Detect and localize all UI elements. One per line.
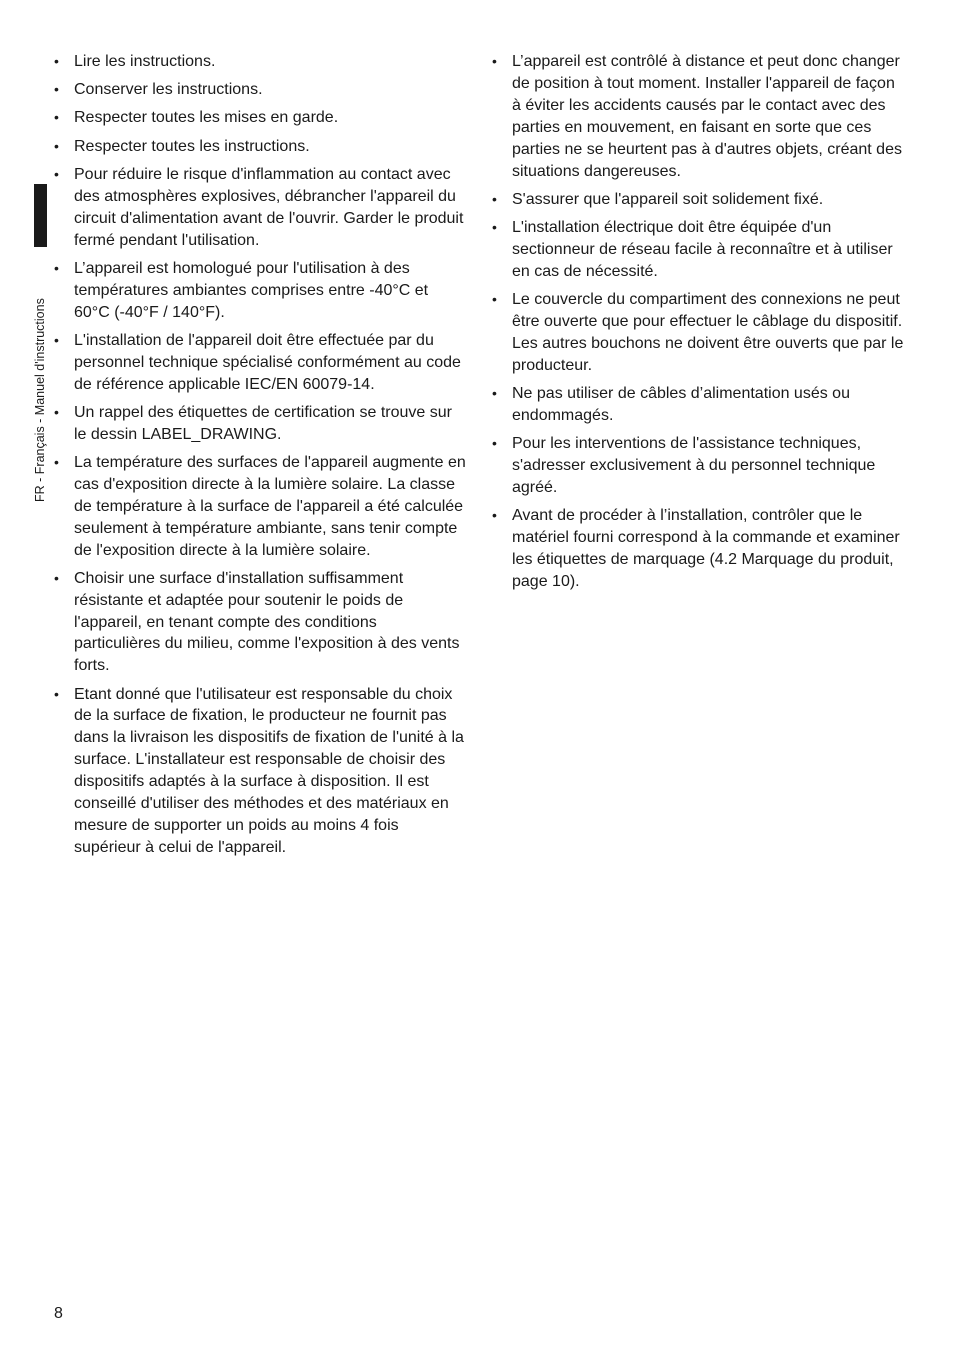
list-item-text: Un rappel des étiquettes de certification se trouve sur le dessin LABEL_DRAWING. [74, 403, 452, 443]
list-item [52, 51, 466, 73]
list-item-text: L'installation électrique doit être équipée d'un sectionneur de réseau facile à reconnaître et à utiliser en cas de nécessité. [512, 218, 893, 280]
list-item-text: Pour les interventions de l'assistance techniques, s'adresser exclusivement à du personnel technique agréé. [512, 434, 876, 496]
bullet-icon: • [54, 259, 59, 276]
list-item-text: S'assurer que l'appareil soit solidement fixé. [512, 190, 824, 208]
list-item [490, 217, 904, 283]
section-marker-bar [34, 184, 47, 247]
bullet-icon: • [54, 53, 59, 69]
list-item [490, 189, 904, 211]
bullet-icon: • [492, 218, 497, 235]
list-item-text: Respecter toutes les instructions. [74, 137, 310, 155]
list-item [52, 330, 466, 396]
list-item-text: Etant donné que l'utilisateur est responsable du choix de la surface de fixation, le producteur ne fournit pas dans la livraison les dispositifs de fixation de l'unité à la surface. L'installateur est responsable de choisir des dispositifs adaptés à la surface à disposition. Il est conseillé d'utiliser des méthodes et des matériaux en mesure de supporter un poids au moins 4 fois supérieur à celui de l'appareil. [74, 685, 464, 856]
list-item-text: Choisir une surface d'installation suffisamment résistante et adaptée pour soutenir le poids de l'appareil, en tenant compte des conditions particulières du milieu, comme l'exposition à des vents forts. [74, 569, 460, 675]
bullet-icon: • [54, 569, 59, 586]
bullet-icon: • [54, 137, 59, 154]
bullet-icon: • [54, 453, 59, 470]
list-item [52, 402, 466, 446]
side-section-label: FR - Français - Manuel d'instructions [33, 298, 47, 502]
bullet-icon: • [54, 109, 59, 126]
bullet-icon: • [492, 507, 497, 523]
list-item [52, 136, 466, 158]
list-item [52, 452, 466, 562]
list-item-text: Ne pas utiliser de câbles d’alimentation usés ou endommagés. [512, 384, 850, 424]
list-item-text: Avant de procéder à l’installation, contrôler que le matériel fourni correspond à la commande et examiner les étiquettes de marquage (4.2 Marquage du produit, page 10). [512, 507, 900, 590]
left-bullet-list [52, 51, 466, 865]
list-item [52, 164, 466, 252]
list-item-text: Respecter toutes les mises en garde. [74, 109, 339, 127]
bullet-icon: • [54, 331, 59, 348]
bullet-icon: • [54, 685, 59, 702]
list-item [490, 383, 904, 427]
bullet-icon: • [492, 290, 497, 307]
bullet-icon: • [492, 384, 497, 401]
list-item-text: Le couvercle du compartiment des connexions ne peut être ouverte que pour effectuer le câblage du dispositif. Les autres bouchons ne doivent être ouverts que par le producteur. [512, 290, 904, 374]
bullet-icon: • [54, 165, 59, 182]
bullet-icon: • [54, 403, 59, 420]
list-item [490, 289, 904, 377]
list-item [52, 258, 466, 324]
list-item [490, 433, 904, 499]
list-item [490, 51, 904, 182]
list-item-text: L’appareil est homologué pour l'utilisation à des températures ambiantes comprises entre -40°C et 60°C (-40°F / 140°F). [74, 259, 429, 321]
list-item-text: Conserver les instructions. [74, 81, 263, 99]
list-item [52, 568, 466, 678]
bullet-icon: • [54, 81, 59, 98]
list-item [52, 107, 466, 129]
list-item-text: Lire les instructions. [74, 53, 216, 70]
list-item [490, 505, 904, 593]
list-item [52, 684, 466, 859]
bullet-icon: • [492, 53, 497, 69]
list-item-text: Pour réduire le risque d'inflammation au contact avec des atmosphères explosives, débrancher l'appareil du circuit d'alimentation avant de l'ouvrir. Garder le produit fermé pendant l'utilisation. [74, 165, 464, 249]
bullet-icon: • [492, 190, 497, 207]
page-number: 8 [54, 1305, 63, 1322]
list-item [52, 79, 466, 101]
list-item-text: L’appareil est contrôlé à distance et peut donc changer de position à tout moment. Installer l'appareil de façon à éviter les accidents causés par le contact avec des parties en mouvement, en faisant en sorte que ces parties ne se heurtent pas à d'autres objets, créant des situations dangereuses. [512, 53, 902, 180]
list-item-text: L'installation de l'appareil doit être effectuée par du personnel technique spécialisé conformément au code de référence applicable IEC/EN 60079-14. [74, 331, 461, 393]
bullet-icon: • [492, 434, 497, 451]
list-item-text: La température des surfaces de l'appareil augmente en cas d'exposition directe à la lumière solaire. La classe de température à la surface de l'appareil a été calculée seulement à température ambiante, sans tenir compte de l'exposition directe à la lumière solaire. [74, 453, 466, 559]
right-bullet-list [490, 51, 904, 599]
